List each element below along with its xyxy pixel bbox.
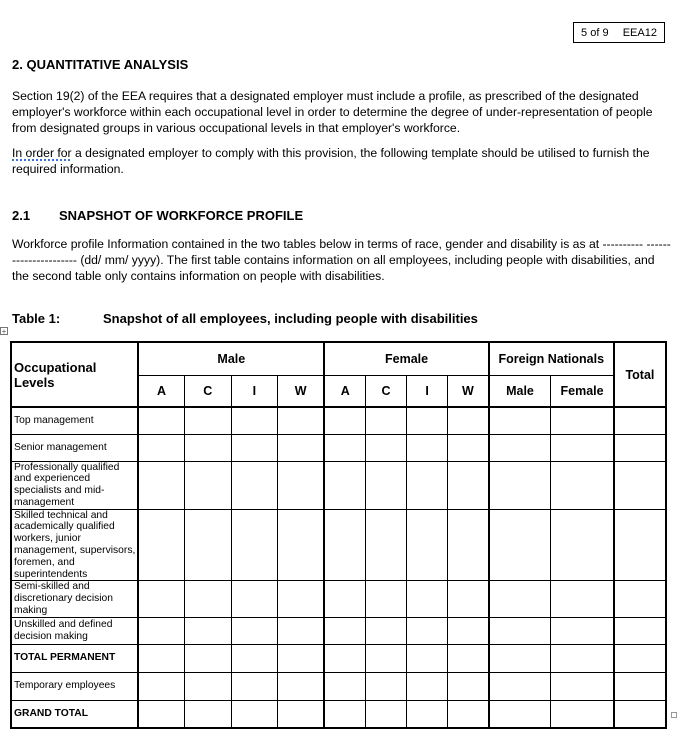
female-c-header: C [366,375,407,407]
table-cell[interactable] [407,509,448,581]
foreign-nationals-header: Foreign Nationals [489,342,614,375]
table-cell[interactable] [277,700,324,728]
table-cell[interactable] [366,700,407,728]
table-cell[interactable] [324,434,365,461]
table-cell[interactable] [614,407,666,434]
table-cell[interactable] [277,644,324,672]
table-row [11,509,666,581]
subsection-title: SNAPSHOT OF WORKFORCE PROFILE [59,208,304,223]
table-row [11,672,666,700]
row-label: Semi-skilled and discretionary decision making [11,581,138,617]
table-row [11,461,666,509]
table-cell[interactable] [231,509,277,581]
row-label: Temporary employees [11,672,138,700]
table-cell[interactable] [489,672,551,700]
table-cell[interactable] [366,617,407,644]
table-cell[interactable] [277,617,324,644]
table-move-handle-icon[interactable]: + [1,327,7,336]
male-w-header: W [277,375,324,407]
table-cell[interactable] [489,644,551,672]
table-cell[interactable] [277,672,324,700]
table-cell[interactable] [184,461,231,509]
table-cell[interactable] [448,461,489,509]
male-c-header: C [184,375,231,407]
row-label: Senior management [11,434,138,461]
table-cell[interactable] [138,509,184,581]
table-row [11,700,666,728]
table-cell[interactable] [138,581,184,617]
table-cell[interactable] [277,407,324,434]
table-cell[interactable] [551,434,614,461]
table-cell[interactable] [448,407,489,434]
table-cell[interactable] [448,434,489,461]
section-paragraph-2 [12,145,672,177]
male-a-header: A [138,375,184,407]
table-cell[interactable] [407,461,448,509]
table-cell[interactable] [231,461,277,509]
form-code: EEA12 [622,26,657,39]
subsection-number: 2.1 [12,208,31,223]
female-i-header: I [407,375,448,407]
table-cell[interactable] [407,581,448,617]
table-cell[interactable] [448,672,489,700]
table-cell[interactable] [448,617,489,644]
table-cell[interactable] [551,644,614,672]
row-label: Skilled technical and academically qualified workers, junior management, supervisors, foremen, and superintendents [11,509,138,581]
table-cell[interactable] [366,434,407,461]
table-cell[interactable] [231,434,277,461]
table-cell[interactable] [489,581,551,617]
table-cell[interactable] [184,672,231,700]
row-label: Top management [11,407,138,434]
table-cell[interactable] [448,581,489,617]
table-cell[interactable] [551,461,614,509]
table-cell[interactable] [138,617,184,644]
workforce-profile-table [10,341,667,729]
table-cell[interactable] [138,700,184,728]
table-cell[interactable] [138,461,184,509]
table-cell[interactable] [231,407,277,434]
table-cell[interactable] [277,509,324,581]
table-label: Table 1: [12,311,61,326]
table-cell[interactable] [614,644,666,672]
table-row [11,617,666,644]
grammar-flagged-phrase[interactable]: In order for [12,146,72,160]
table-cell[interactable] [184,509,231,581]
table-cell[interactable] [324,617,365,644]
subsection-paragraph: Workforce profile Information contained in the two tables below in terms of race, gender and disability is as at ---------- ---------------------- (dd/ mm/ yyyy). The first table contains information on all employees, including people with disabilities, and the second table only contains information on people with disabilities. [12,237,671,283]
male-group-header: Male [138,342,324,375]
fn-male-header: Male [489,375,551,407]
table-row [11,581,666,617]
table-cell[interactable] [614,581,666,617]
table-cell[interactable] [614,461,666,509]
table-cell[interactable] [324,407,365,434]
table-cell[interactable] [138,434,184,461]
table-cell[interactable] [184,644,231,672]
table-cell[interactable] [324,672,365,700]
row-label: Professionally qualified and experienced specialists and mid-management [11,461,138,509]
table-cell[interactable] [489,700,551,728]
table-cell[interactable] [448,509,489,581]
table-cell[interactable] [184,581,231,617]
table-cell[interactable] [231,644,277,672]
table-cell[interactable] [614,672,666,700]
table-cell[interactable] [324,644,365,672]
table-row [11,407,666,434]
table-cell[interactable] [324,461,365,509]
row-label: Unskilled and defined decision making [11,617,138,644]
table-cell[interactable] [407,672,448,700]
table-cell[interactable] [407,407,448,434]
table-cell[interactable] [614,509,666,581]
table-cell[interactable] [138,644,184,672]
female-w-header: W [448,375,489,407]
section-paragraph-1: Section 19(2) of the EEA requires that a designated employer must include a profile, as prescribed of the designated employer's workforce within each occupational level in order to determine the degree of under-representation of people from designated groups in various occupational levels in that employer's workforce. [12,89,653,135]
row-label: GRAND TOTAL [11,700,138,728]
table-cell[interactable] [231,617,277,644]
table-cell[interactable] [614,617,666,644]
table-cell[interactable] [551,509,614,581]
table-cell[interactable] [614,434,666,461]
table-cell[interactable] [448,644,489,672]
fn-female-header: Female [551,375,614,407]
table-cell[interactable] [184,434,231,461]
row-label: TOTAL PERMANENT [11,644,138,672]
table-cell[interactable] [614,700,666,728]
table-cell[interactable] [489,461,551,509]
table-cell[interactable] [231,581,277,617]
total-header: Total [614,342,666,407]
table-cell[interactable] [407,644,448,672]
table-row [11,434,666,461]
table-cell[interactable] [324,509,365,581]
table-cell[interactable] [489,617,551,644]
table-cell[interactable] [407,700,448,728]
table-cell[interactable] [366,672,407,700]
table-cell[interactable] [324,581,365,617]
table-cell[interactable] [489,434,551,461]
female-group-header: Female [324,342,488,375]
table-cell[interactable] [324,700,365,728]
paragraph-text: a designated employer to comply with this provision, the following template should be utilised to furnish the required information. [12,146,650,176]
table-cell[interactable] [366,461,407,509]
table-cell[interactable] [231,672,277,700]
page-number-box [573,22,665,43]
table-cell[interactable] [366,644,407,672]
table-cell[interactable] [407,617,448,644]
table-cell[interactable] [551,617,614,644]
table-cell[interactable] [138,672,184,700]
table-cell[interactable] [138,407,184,434]
table-cell[interactable] [489,509,551,581]
table-cell[interactable] [277,461,324,509]
table-cell[interactable] [366,509,407,581]
table-cell[interactable] [184,407,231,434]
table-cell[interactable] [184,700,231,728]
table-cell[interactable] [551,700,614,728]
table-cell[interactable] [551,672,614,700]
female-a-header: A [324,375,365,407]
table-cell[interactable] [551,581,614,617]
table-cell[interactable] [277,581,324,617]
page-number: 5 of 9 [581,26,609,39]
header-row-groups [11,342,666,375]
table-cell[interactable] [277,434,324,461]
table-cell[interactable] [489,407,551,434]
table-cell[interactable] [551,407,614,434]
table-cell[interactable] [407,434,448,461]
table-cell[interactable] [448,700,489,728]
occupational-levels-header: Occupational Levels [11,342,138,407]
male-i-header: I [231,375,277,407]
table-row [11,644,666,672]
table-caption: Snapshot of all employees, including people with disabilities [103,311,478,326]
table-cell[interactable] [366,407,407,434]
table-cell[interactable] [184,617,231,644]
table-cell[interactable] [366,581,407,617]
section-heading: 2. QUANTITATIVE ANALYSIS [12,57,189,72]
table-resize-handle-icon[interactable] [671,712,677,718]
table-cell[interactable] [231,700,277,728]
